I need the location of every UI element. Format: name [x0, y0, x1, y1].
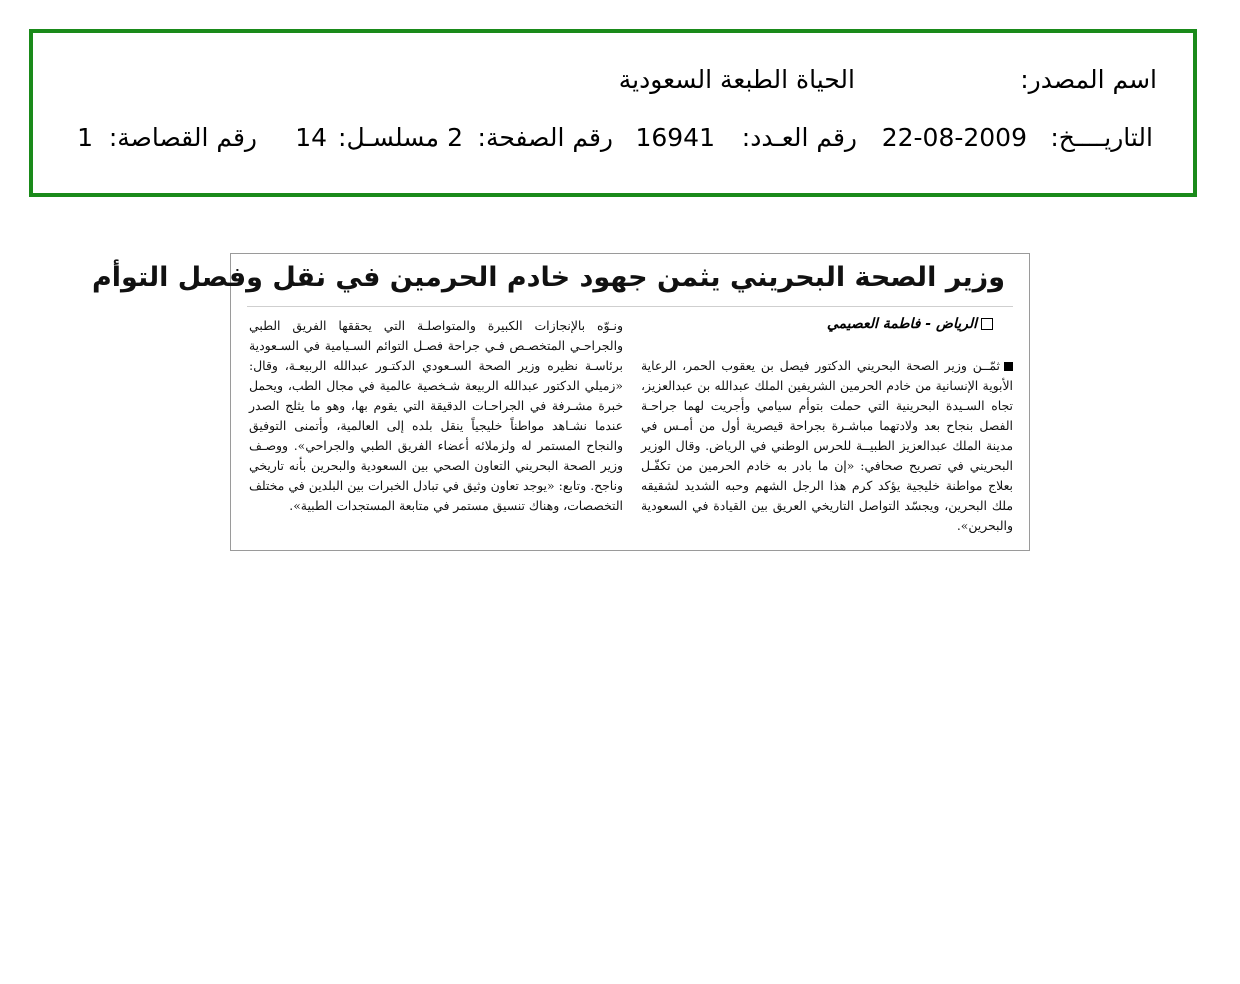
column-right-text: ثمّــن وزير الصحة البحريني الدكتور فيصل بن يعقوب الحمر، الرعاية الأبوية الإنسانية من خادم الحرمين الشريفين الملك عبدالله بن عبدالعزيز، تجاه السـيدة البحرينية التي حملت بتوأم سيامي وأجريت لهما جراحـة الفصل بنجاح بعد ولادتهما مباشـرة بجراحة قيصرية أول من أمـس في مدينة الملك عبدالعزيز الطبيــة للحرس الوطني في الرياض. وقال الوزير البحريني في تصريح صحافي: «إن ما بادر به خادم الحرمين من تكفّـل بعلاج مواطنة خليجية يؤكد كرم هذا الرجل الشهم وحبه الشديد لشقيقه ملك البحرين، ويجسّد التواصل التاريخي العريق بين القيادة في السعودية والبحرين».	[641, 358, 1013, 533]
article-clipping	[91, 253, 1030, 551]
issue-label: رقم العـدد:	[741, 123, 857, 152]
source-value: الحياة الطبعة السعودية	[618, 65, 855, 94]
serial-value: 14	[295, 123, 327, 152]
clip-number-label: رقم القصاصة:	[108, 123, 257, 152]
headline-divider	[247, 306, 1013, 307]
date-value: 22-08-2009	[881, 123, 1027, 152]
byline-text: الرياض - فاطمة العصيمي	[826, 316, 977, 332]
page-label: رقم الصفحة:	[477, 123, 613, 152]
square-bullet-icon	[1004, 362, 1013, 371]
article-headline: وزير الصحة البحريني يثمن جهود خادم الحرمين في نقل وفصل التوأم	[91, 262, 1005, 293]
serial-label: مسلسـل:	[338, 123, 439, 152]
column-left-text: ونـوّه بالإنجازات الكبيرة والمتواصلـة التي يحققها الفريق الطبي والجراحـي المتخصـص فـي جراحة فصـل التوائم السـيامية في السـعودية برئاسـة نظيره وزير الصحة السـعودي الدكتـور عبدالله الربيعـة، وقال: «زميلي الدكتور عبدالله الربيعة شـخصية عالمية في مجال الطب، ويحمل خبرة مشـرفة في الجراحـات الدقيقة التي يقوم بها، وهو ما يثلج الصدر عندما نشـاهد مواطناً خليجياً ينقل بلده إلى العالمية، وأتمنى التوفيق والنجاح المستمر له ولزملائه أعضاء الفريق الطبي والجراحي». ووصـف وزير الصحة البحريني التعاون الصحي بين السعودية والبحرين بأنه تاريخي وناجح. وتابع: «يوجد تعاون وثيق في تبادل الخبرات بين البلدين في مختلف التخصصات، وهناك تنسيق مستمر في متابعة المستجدات الطبية».	[249, 318, 623, 513]
article-column-left	[249, 316, 623, 516]
issue-value: 16941	[635, 123, 715, 152]
article-byline	[827, 316, 993, 332]
clip-number-value: 1	[77, 123, 93, 152]
square-outline-icon	[981, 318, 993, 330]
date-label: التاريــــخ:	[1050, 123, 1153, 152]
clipping-metadata-box	[29, 29, 1197, 197]
article-column-right	[641, 356, 1013, 536]
source-label: اسم المصدر:	[1020, 65, 1157, 94]
page-value: 2	[447, 123, 463, 152]
